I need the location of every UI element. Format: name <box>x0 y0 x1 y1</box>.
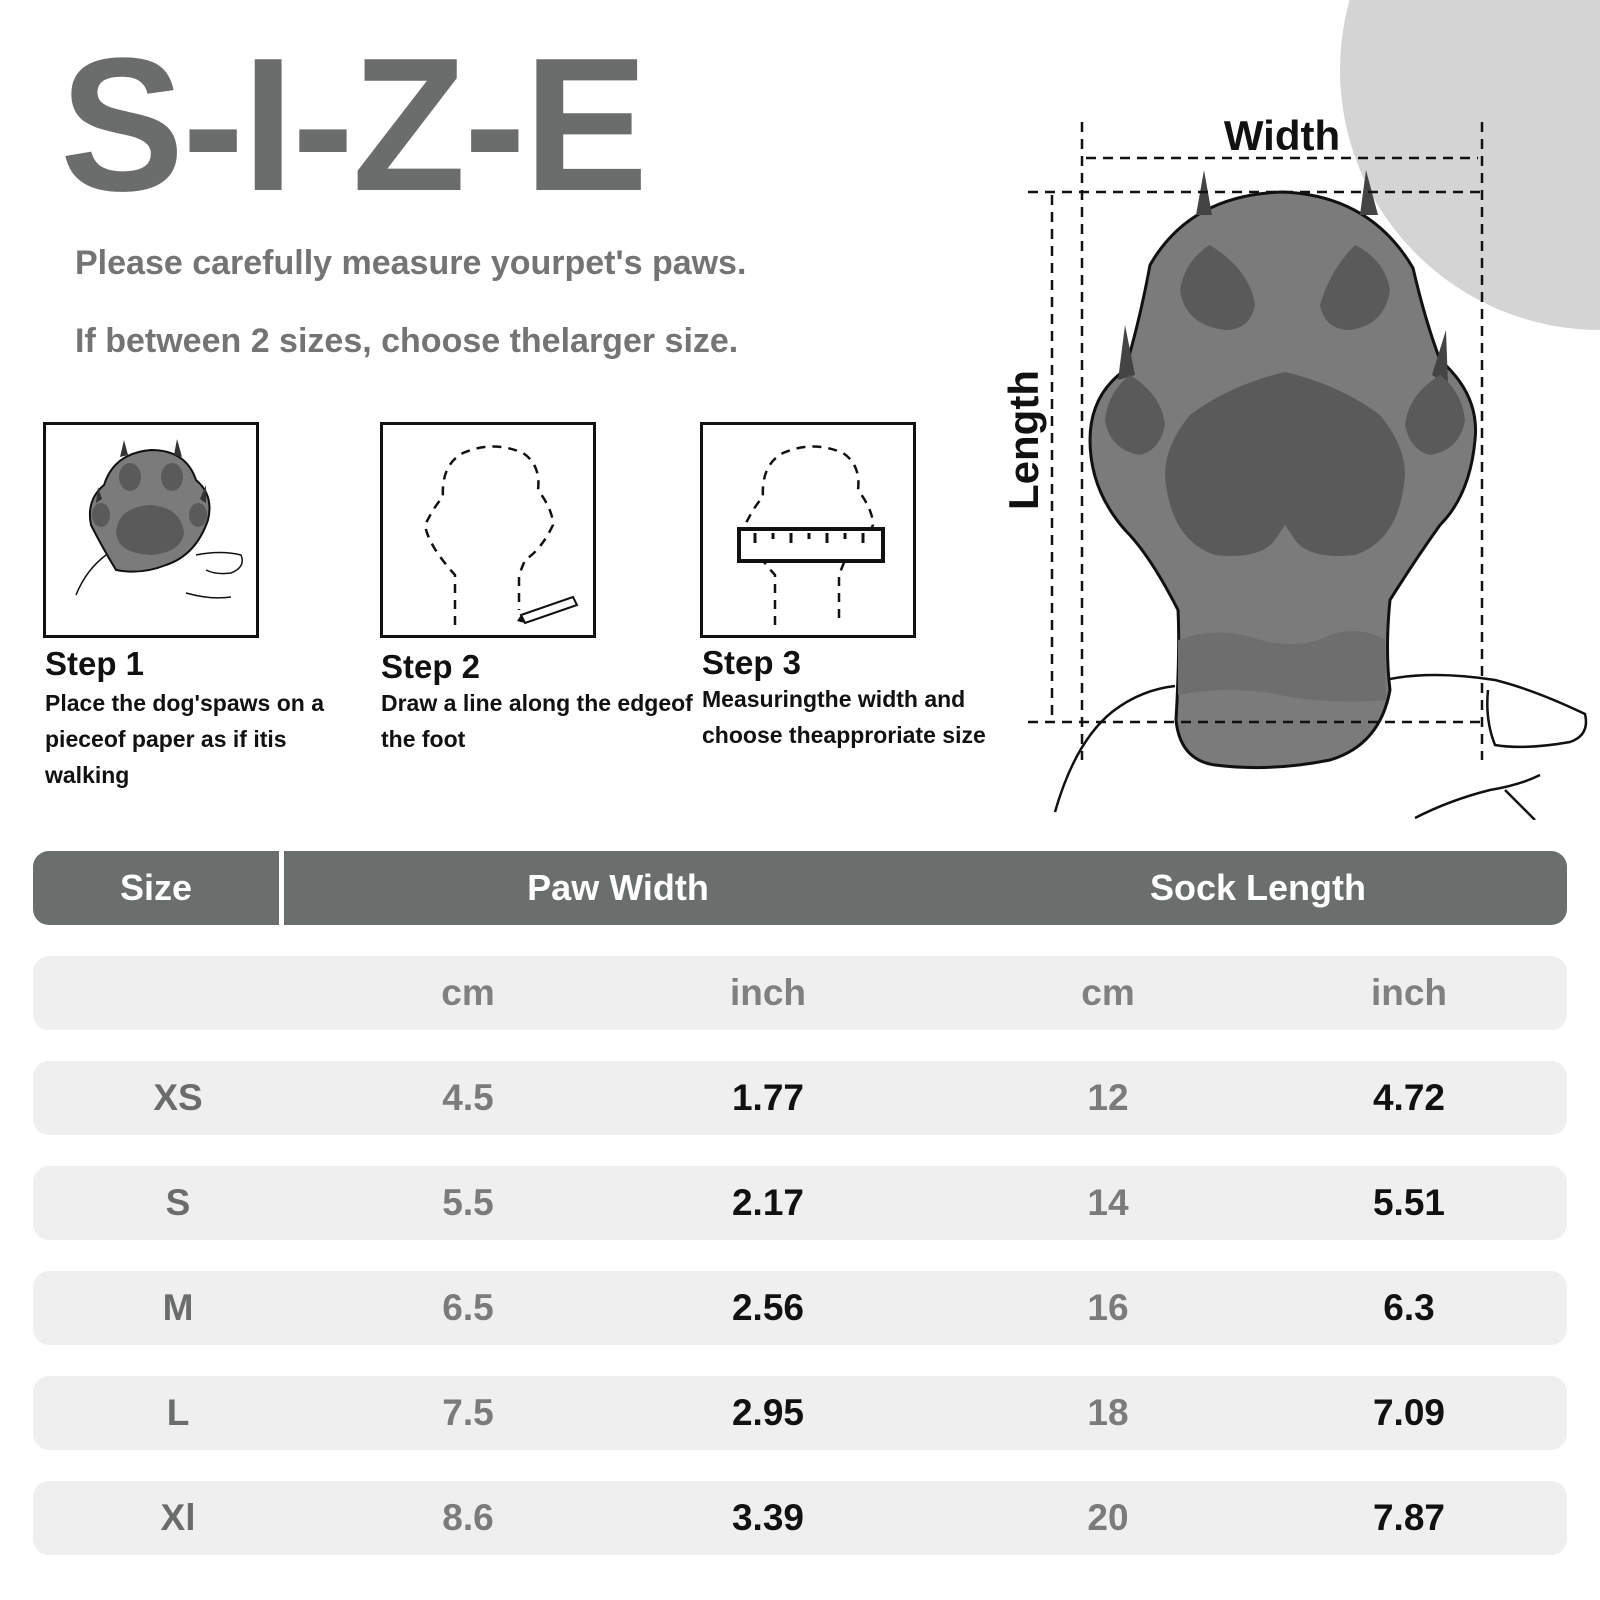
paw-width-inch-cell: 3.39 <box>731 1497 804 1538</box>
size-cell: Xl <box>160 1497 196 1538</box>
header-size: Size <box>119 867 193 908</box>
width-label: Width <box>1223 112 1341 159</box>
step-2-description: Draw a line along the edgeof the foot <box>381 690 693 752</box>
size-cell: XS <box>153 1077 203 1118</box>
table-row <box>33 1061 1567 1135</box>
table-row <box>33 1166 1567 1240</box>
sock-length-inch-cell: 4.72 <box>1372 1077 1445 1118</box>
header-paw-width: Paw Width <box>527 867 709 908</box>
page-title: S-I-Z-E <box>60 19 647 231</box>
units-row <box>33 956 1567 1030</box>
paw-width-cm-cell: 6.5 <box>442 1287 494 1328</box>
size-cell: S <box>165 1182 191 1223</box>
unit-sock-length-inch: inch <box>1370 972 1448 1013</box>
sock-length-inch-cell: 6.3 <box>1383 1287 1435 1328</box>
unit-sock-length-cm: cm <box>1081 972 1135 1013</box>
paw-width-inch-cell: 2.95 <box>731 1392 804 1433</box>
sock-length-cm-cell: 18 <box>1087 1392 1129 1433</box>
step-3-illustration <box>700 422 916 638</box>
paw-width-cm-cell: 8.6 <box>442 1497 494 1538</box>
unit-paw-width-cm: cm <box>441 972 495 1013</box>
paw-width-inch-cell: 2.56 <box>731 1287 804 1328</box>
length-label: Length <box>1000 370 1047 510</box>
step-3-description: Measuringthe width and choose theapproriate size <box>702 686 986 748</box>
paw-width-inch-cell: 1.77 <box>731 1077 804 1118</box>
subtitle-measure: Please carefully measure yourpet's paws. <box>75 244 747 282</box>
ruler-icon <box>739 529 883 561</box>
step-1-title: Step 1 <box>45 645 145 682</box>
pencil-icon <box>517 597 577 623</box>
sock-length-cm-cell: 14 <box>1087 1182 1129 1223</box>
paw-width-cm-cell: 7.5 <box>442 1392 494 1433</box>
paw-width-cm-cell: 4.5 <box>442 1077 494 1118</box>
subtitle-sizes: If between 2 sizes, choose thelarger size. <box>75 322 739 360</box>
step-2-illustration <box>380 422 596 638</box>
header-divider <box>279 851 284 925</box>
paw-width-inch-cell: 2.17 <box>731 1182 804 1223</box>
table-row <box>33 1271 1567 1345</box>
step-2-title: Step 2 <box>381 648 481 685</box>
size-table-header <box>33 851 1567 925</box>
sock-length-inch-cell: 5.51 <box>1372 1182 1445 1223</box>
sock-length-cm-cell: 12 <box>1087 1077 1129 1118</box>
size-cell: L <box>166 1392 190 1433</box>
sock-length-cm-cell: 20 <box>1087 1497 1129 1538</box>
size-cell: M <box>162 1287 194 1328</box>
step-1-illustration <box>43 422 259 638</box>
table-row <box>33 1376 1567 1450</box>
paw-width-cm-cell: 5.5 <box>442 1182 494 1223</box>
unit-paw-width-inch: inch <box>729 972 807 1013</box>
step-1-description: Place the dog'spaws on a pieceof paper as if itis walking <box>45 690 324 788</box>
table-row <box>33 1481 1567 1555</box>
sock-length-cm-cell: 16 <box>1087 1287 1129 1328</box>
paw-measurement-diagram <box>990 100 1590 820</box>
step-3-title: Step 3 <box>702 644 802 681</box>
sock-length-inch-cell: 7.87 <box>1372 1497 1445 1538</box>
header-sock-length: Sock Length <box>1149 867 1367 908</box>
sock-length-inch-cell: 7.09 <box>1372 1392 1445 1433</box>
